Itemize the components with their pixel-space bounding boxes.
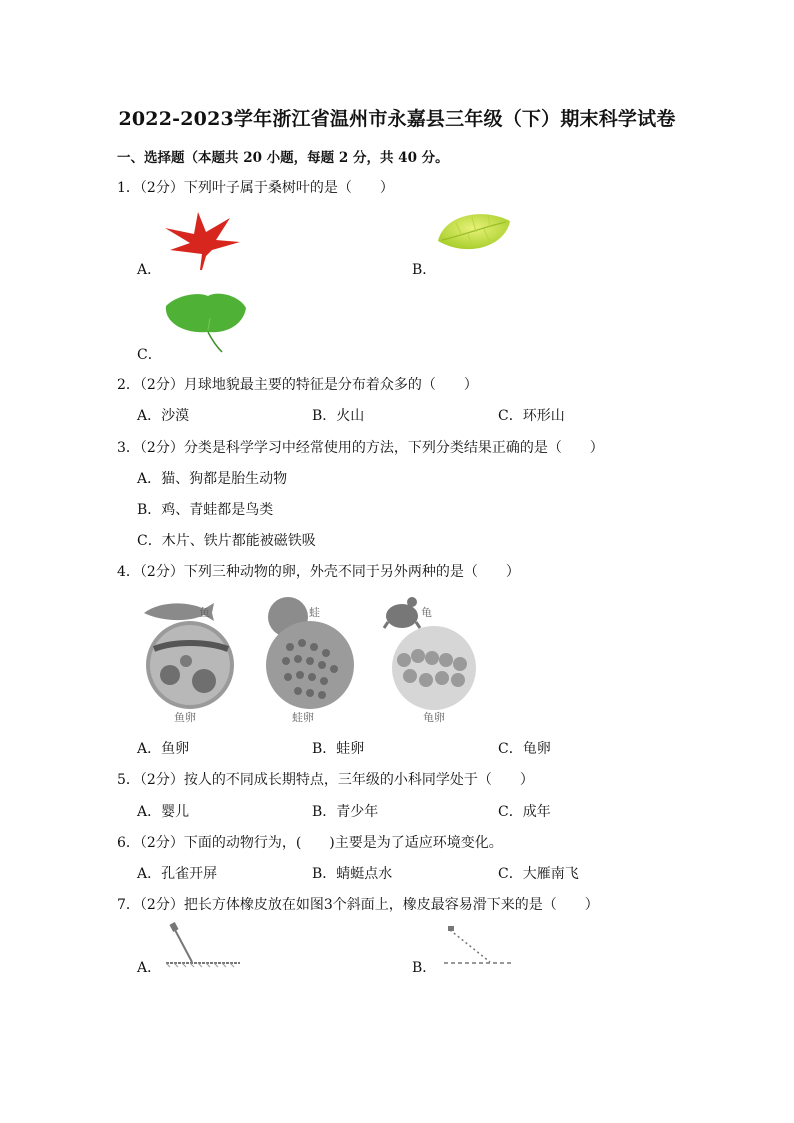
q4-option-a: A．鱼卵	[137, 741, 190, 757]
q4-option-c: C．龟卵	[498, 741, 551, 757]
page-title: 2022-2023学年浙江省温州市永嘉县三年级（下）期末科学试卷	[118, 108, 676, 130]
q2-option-a: A．沙漠	[137, 408, 190, 424]
q3-option-a: A．猫、狗都是胎生动物	[137, 471, 288, 487]
q2-option-b: B．火山	[312, 408, 365, 424]
q6-option-c: C．大雁南飞	[498, 866, 579, 882]
frog-egg-label: 蛙卵	[292, 711, 314, 724]
q7-option-a: A．	[137, 960, 162, 976]
turtle-label: 龟	[421, 606, 432, 619]
q5-option-a: A．婴儿	[137, 804, 190, 820]
question-6-stem: 6．（2分）下面的动物行为，( )主要是为了适应环境变化。	[117, 835, 503, 851]
turtle-egg-label: 龟卵	[423, 711, 445, 724]
section-heading: 一、选择题（本题共 20 小题，每题 2 分，共 40 分。	[117, 150, 449, 166]
q5-option-c: C．成年	[498, 804, 551, 820]
gentle-slope-figure	[440, 922, 518, 972]
q4-option-b: B．蛙卵	[312, 741, 365, 757]
mulberry-leaf-image	[434, 207, 514, 259]
q5-option-b: B．青少年	[312, 804, 379, 820]
turtle-egg-figure	[382, 594, 482, 718]
q3-option-c: C．木片、铁片都能被磁铁吸	[137, 533, 316, 549]
q1-option-c: C．	[137, 347, 162, 363]
q6-option-a: A．孔雀开屏	[137, 866, 218, 882]
ginkgo-leaf-image	[160, 292, 252, 354]
q1-option-b: B．	[412, 262, 437, 278]
q2-option-c: C．环形山	[498, 408, 565, 424]
question-2-stem: 2．（2分）月球地貌最主要的特征是分布着众多的（ ）	[117, 377, 478, 393]
question-1-stem: 1．（2分）下列叶子属于桑树叶的是（ ）	[117, 180, 394, 196]
question-5-stem: 5．（2分）按人的不同成长期特点，三年级的小科同学处于（ ）	[117, 772, 534, 788]
maple-leaf-image	[160, 210, 250, 272]
q7-option-b: B．	[412, 960, 437, 976]
q6-option-b: B．蜻蜓点水	[312, 866, 393, 882]
question-7-stem: 7．（2分）把长方体橡皮放在如图3个斜面上，橡皮最容易滑下来的是（ ）	[117, 897, 599, 913]
fish-egg-label: 鱼卵	[174, 711, 196, 724]
steep-slope-figure	[162, 922, 244, 972]
frog-egg-figure	[258, 597, 358, 713]
question-4-stem: 4．（2分）下列三种动物的卵，外壳不同于另外两种的是（ ）	[117, 564, 520, 580]
fish-label: 鱼	[199, 606, 210, 619]
q3-option-b: B．鸡、青蛙都是鸟类	[137, 502, 274, 518]
question-3-stem: 3．（2分）分类是科学学习中经常使用的方法，下列分类结果正确的是（ ）	[117, 440, 604, 456]
fish-egg-figure	[140, 597, 250, 723]
frog-label: 蛙	[309, 606, 320, 619]
q1-option-a: A．	[137, 262, 162, 278]
